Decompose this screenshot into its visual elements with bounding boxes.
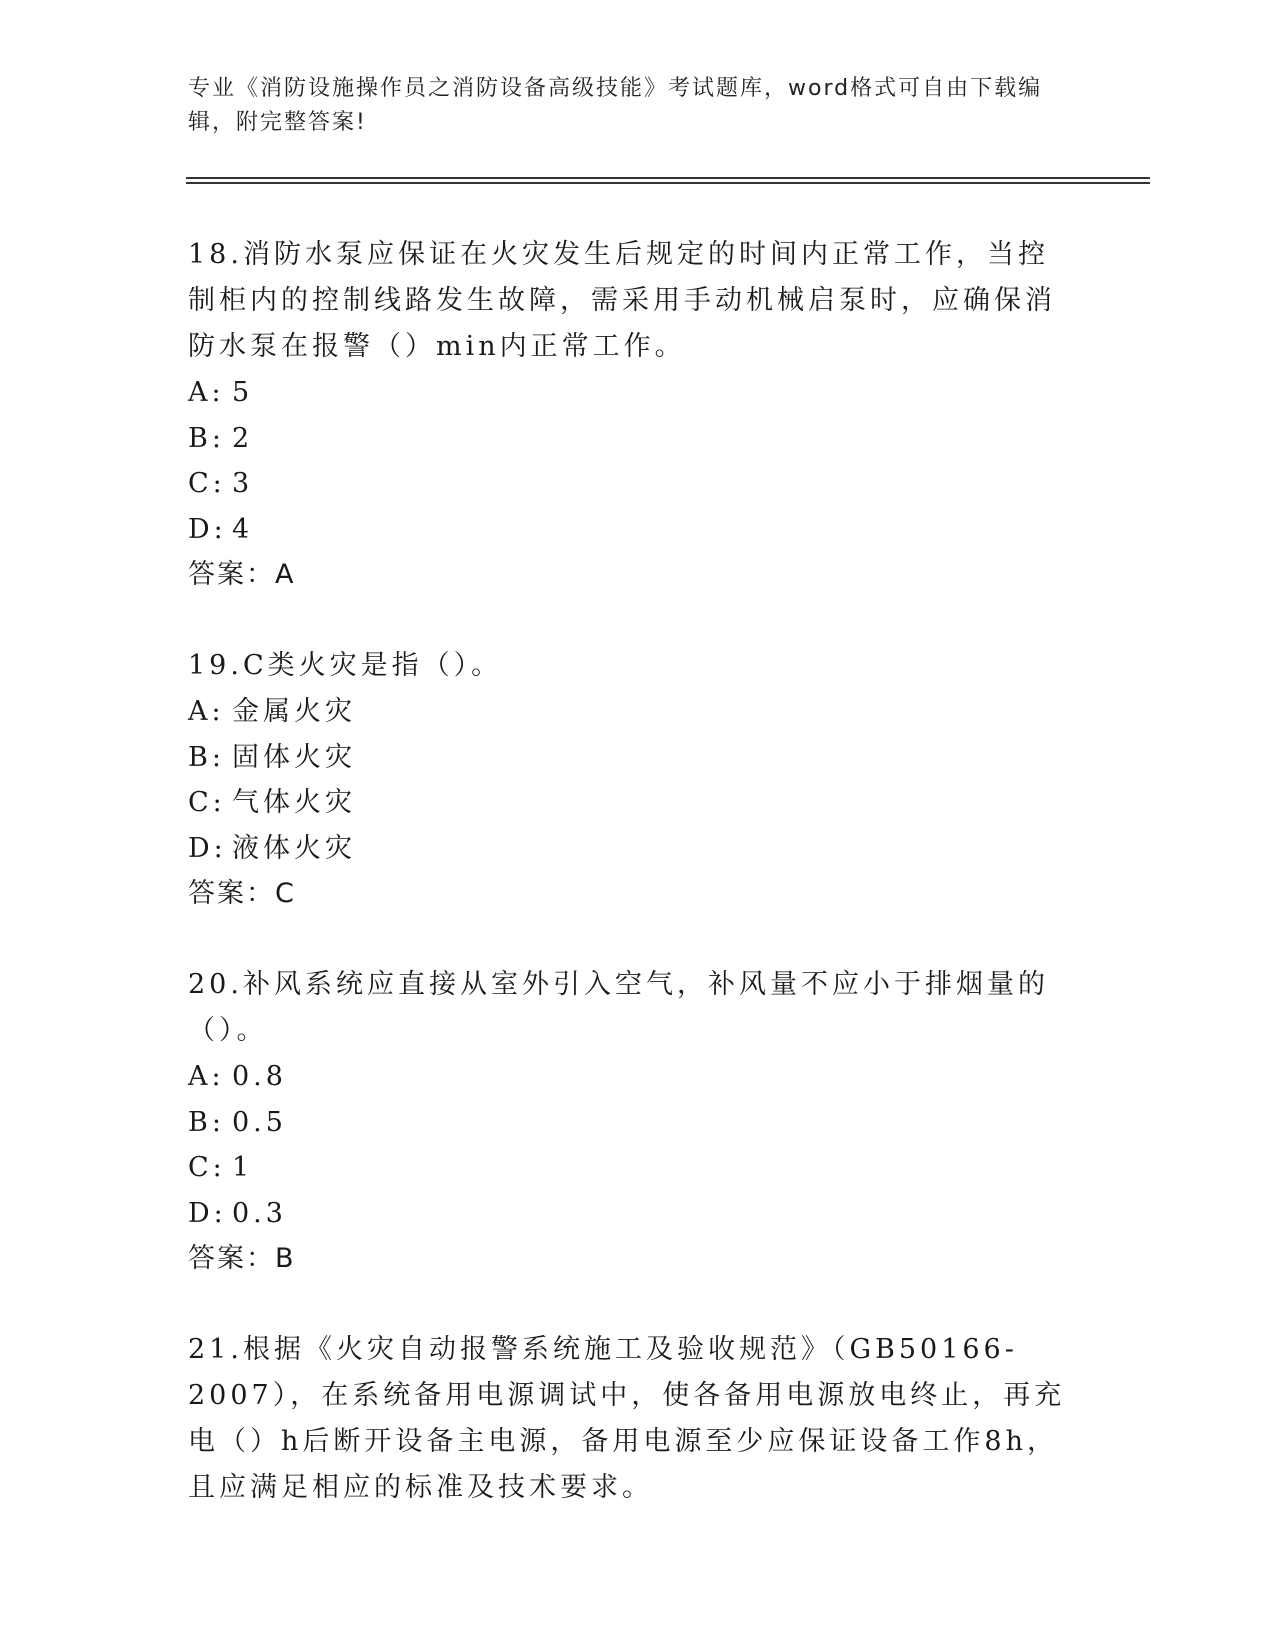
option-b: [188, 735, 1078, 781]
option-text: 金属火灾: [232, 696, 356, 727]
question-21: [188, 1327, 1078, 1511]
option-letter: A:: [188, 1061, 225, 1092]
option-c: [188, 1145, 1078, 1191]
option-text: 2: [232, 422, 254, 454]
option-letter: A:: [188, 696, 225, 727]
option-letter: C:: [188, 1152, 226, 1183]
question-list: [188, 232, 1078, 1556]
document-header: 专业《消防设施操作员之消防设备高级技能》考试题库，word格式可自由下载编辑，附完整答案!: [188, 76, 1043, 135]
option-b: [188, 1100, 1078, 1146]
option-a: [188, 689, 1078, 735]
option-d: [188, 1191, 1078, 1237]
option-text: 0.8: [232, 1061, 287, 1092]
option-d: [188, 826, 1078, 872]
option-text: 5: [232, 377, 254, 408]
option-letter: D:: [188, 832, 227, 864]
question-stem: 20.补风系统应直接从室外引入空气，补风量不应小于排烟量的（）。: [188, 969, 1049, 1046]
option-text: 3: [232, 468, 254, 499]
question-18: [188, 232, 1078, 598]
option-b: [188, 416, 1078, 462]
option-text: 液体火灾: [232, 832, 356, 864]
option-text: 气体火灾: [232, 787, 356, 818]
option-d: [188, 507, 1078, 553]
option-letter: D:: [188, 1197, 227, 1229]
answer: 答案：A: [188, 559, 296, 590]
header-divider-top: [186, 177, 1150, 179]
option-letter: B:: [188, 422, 225, 454]
header-divider-bottom: [186, 182, 1150, 184]
option-letter: B:: [188, 741, 225, 773]
option-a: [188, 1054, 1078, 1100]
option-text: 1: [232, 1152, 254, 1183]
option-text: 0.5: [232, 1106, 287, 1138]
option-a: [188, 370, 1078, 416]
question-stem: 19.C类火灾是指（）。: [188, 650, 503, 681]
question-20: [188, 962, 1078, 1282]
answer: 答案：C: [188, 878, 296, 909]
option-letter: A:: [188, 377, 225, 408]
question-19: [188, 643, 1078, 917]
answer: 答案：B: [188, 1243, 296, 1274]
option-letter: C:: [188, 787, 226, 818]
question-stem: 21.根据《火灾自动报警系统施工及验收规范》（GB50166-2007），在系统备用电源调试中，使各备用电源放电终止，再充电（）h后断开设备主电源，备用电源至少应保证设备工作8h，且应满足相应的标准及技术要求。: [188, 1334, 1066, 1503]
option-letter: D:: [188, 513, 227, 545]
option-text: 4: [232, 513, 254, 545]
option-c: [188, 780, 1078, 826]
question-stem: 18.消防水泵应保证在火灾发生后规定的时间内正常工作，当控制柜内的控制线路发生故障，需采用手动机械启泵时，应确保消防水泵在报警（）min内正常工作。: [188, 239, 1056, 362]
option-letter: C:: [188, 468, 226, 499]
option-letter: B:: [188, 1106, 225, 1138]
option-text: 固体火灾: [232, 741, 356, 773]
option-text: 0.3: [232, 1197, 287, 1229]
option-c: [188, 461, 1078, 507]
